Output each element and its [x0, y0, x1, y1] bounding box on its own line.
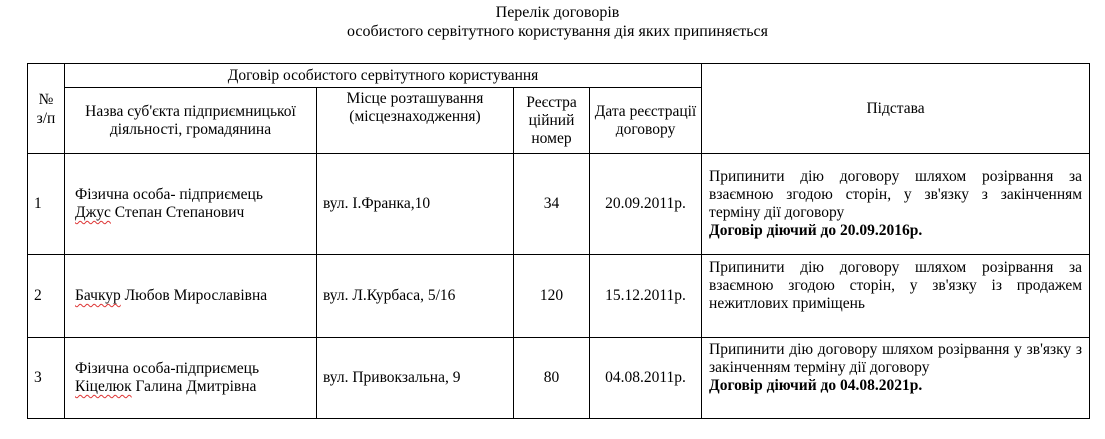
row-number: 2: [28, 255, 65, 338]
table-row: [28, 338, 1090, 419]
reg-number: 80: [514, 338, 590, 419]
entity-given-names: Любов Мирославівна: [120, 287, 268, 304]
reg-date: 15.12.2011р.: [590, 255, 702, 338]
entity-name: [65, 255, 317, 338]
header-entity: Назва суб'єкта підприємницької діяльності, громадянина: [65, 88, 317, 154]
location: вул. І.Франка,10: [317, 154, 514, 255]
document-title-line-2: особистого сервітутного користування дія яких припиняється: [347, 23, 768, 40]
header-reg-number: Реєстра ційний номер: [514, 88, 590, 154]
reg-number: 120: [514, 255, 590, 338]
basis: [702, 338, 1090, 419]
entity-surname: Кіцелюк: [75, 378, 132, 395]
basis-text: Припинити дію договору шляхом розірвання за взаємною згодою сторін, у зв'язку із продажем нежитлових приміщень: [709, 259, 1083, 312]
reg-date: 04.08.2011р.: [590, 338, 702, 419]
table-row: [28, 154, 1090, 255]
basis-valid-until: Договір діючий до 04.08.2021р.: [709, 377, 923, 394]
document-title-line-1: Перелік договорів: [495, 4, 620, 21]
entity-given-names: Галина Дмитрівна: [131, 378, 257, 395]
document-title: [0, 3, 1105, 41]
basis: [702, 255, 1090, 338]
header-location: Місце розташування (місцезнаходження): [317, 88, 514, 154]
header-basis: Підстава: [702, 64, 1090, 154]
reg-number: 34: [514, 154, 590, 255]
table-row: [28, 255, 1090, 338]
entity-name: [65, 338, 317, 419]
basis-text: Припинити дію договору шляхом розірвання за взаємною згодою сторін, у зв'язку з закінченням терміну дії договору: [709, 168, 1083, 221]
location: вул. Л.Курбаса, 5/16: [317, 255, 514, 338]
entity-given-names: Степан Степанович: [110, 204, 245, 221]
reg-date: 20.09.2011р.: [590, 154, 702, 255]
header-contract-group: Договір особистого сервітутного користування: [65, 64, 702, 88]
entity-prefix: Фізична особа-підприємець: [75, 360, 260, 377]
row-number: 3: [28, 338, 65, 419]
header-reg-date: Дата реєстрації договору: [590, 88, 702, 154]
entity-surname: Бачкур: [75, 287, 121, 304]
location: вул. Привокзальна, 9: [317, 338, 514, 419]
table-header-row-1: [28, 64, 1090, 88]
entity-surname: Джус: [75, 204, 111, 221]
basis-text: Припинити дію договору шляхом розірвання у зв'язку з закінченням терміну дії договору: [709, 341, 1083, 376]
basis-valid-until: Договір діючий до 20.09.2016р.: [709, 222, 923, 239]
entity-prefix: Фізична особа- підприємець: [75, 186, 263, 203]
basis: [702, 154, 1090, 255]
header-number: № з/п: [28, 64, 65, 154]
row-number: 1: [28, 154, 65, 255]
contracts-table: [27, 63, 1090, 419]
entity-name: [65, 154, 317, 255]
